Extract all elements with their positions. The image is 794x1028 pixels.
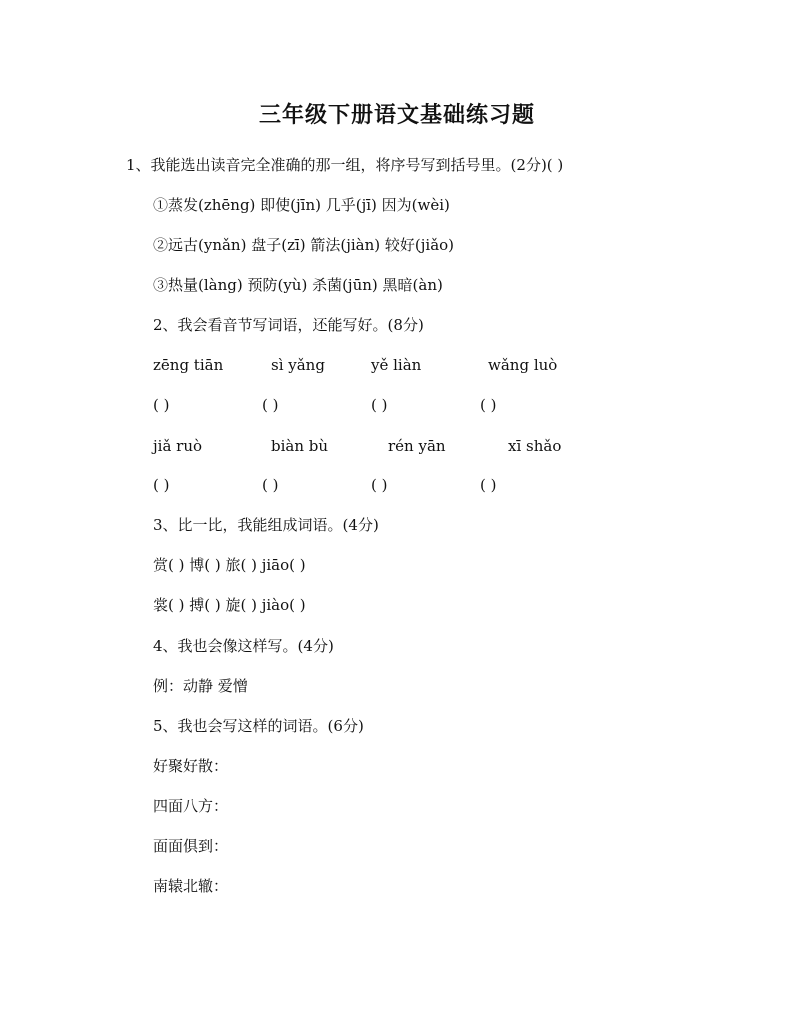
q2-blank[interactable]: ( ) [480,396,497,414]
q1-option-1: ①蒸发(zhēng) 即使(jīn) 几乎(jī) 因为(wèi) [153,196,450,214]
q2-pinyin-1: zēng tiān [153,356,224,374]
q2-pinyin-2: sì yǎng [271,356,325,374]
q3-question: 3、比一比，我能组成词语。(4分) [153,516,379,534]
q2-blank[interactable]: ( ) [480,476,497,494]
q2-blank[interactable]: ( ) [371,476,388,494]
q2-blank[interactable]: ( ) [262,396,279,414]
page-title: 三年级下册语文基础练习题 [258,103,535,128]
q2-blank[interactable]: ( ) [262,476,279,494]
q4-question: 4、我也会像这样写。(4分) [153,637,334,655]
q3-line-2: 裳( ) 搏( ) 旋( ) jiào( ) [153,596,306,614]
q5-item-1: 好聚好散： [153,757,229,775]
q5-item-3: 面面俱到： [153,837,229,855]
q5-question: 5、我也会写这样的词语。(6分) [153,717,364,735]
q2-blank[interactable]: ( ) [153,396,170,414]
q5-item-2: 四面八方： [153,797,229,815]
q2-pinyin-6: biàn bù [271,437,329,455]
q2-pinyin-5: jiǎ ruò [153,437,203,455]
q3-line-1: 赏( ) 博( ) 旅( ) jiāo( ) [153,556,306,574]
q2-pinyin-4: wǎng luò [488,356,558,374]
q1-option-2: ②远古(ynǎn) 盘子(zī) 箭法(jiàn) 较好(jiǎo) [153,236,455,254]
q4-example: 例：动静 爱憎 [153,677,248,695]
q1-question: 1、我能选出读音完全准确的那一组，将序号写到括号里。(2分)( ) [126,156,564,174]
q2-blank[interactable]: ( ) [371,396,388,414]
q2-pinyin-8: xī shǎo [508,437,562,455]
q2-pinyin-3: yě liàn [371,356,422,374]
q2-question: 2、我会看音节写词语，还能写好。(8分) [153,316,424,334]
q2-blank[interactable]: ( ) [153,476,170,494]
q1-option-3: ③热量(làng) 预防(yù) 杀菌(jūn) 黑暗(àn) [153,276,443,294]
q5-item-4: 南辕北辙： [153,877,229,895]
q2-pinyin-7: rén yān [388,437,446,455]
